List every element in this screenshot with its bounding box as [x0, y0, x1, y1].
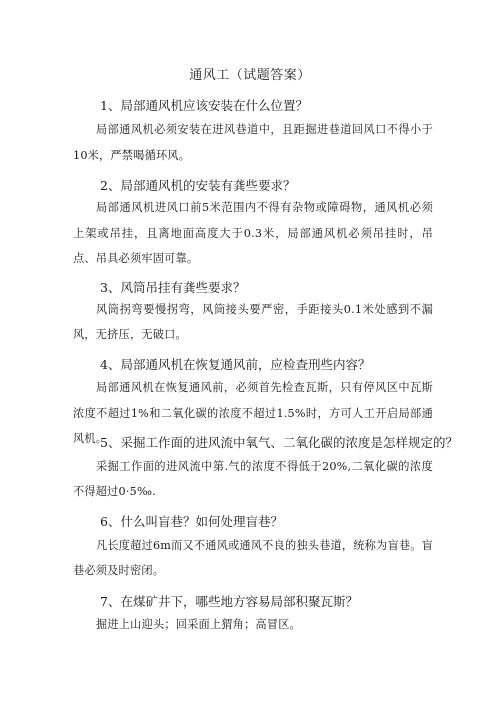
question-4: 4、局部通风机在恢复通风前，应检查刑些内容？ — [100, 357, 371, 372]
question-3: 3、风筒吊挂有龚些要求？ — [100, 280, 246, 295]
question-5: 5、采掘工作面的进风流中氧气、二氧化碳的浓度是怎样规定的？ — [100, 435, 458, 450]
answer-3: 风筒拐弯要慢拐弯，风筒接头要严密，手距接头0.1米处感到不漏风，无挤压，无破口。 — [73, 303, 433, 341]
answer-6: 凡长度超过6m而又不通风或通风不良的独头巷道，统称为盲巷。盲巷必须及时密闭。 — [73, 539, 433, 577]
document-title: 通风工（试题答案） — [189, 68, 311, 83]
question-6: 6、什么叫盲巷？如何处理盲巷？ — [100, 514, 283, 529]
answer-7: 掘进上山迎头；回采面上猬角；高冒区。 — [96, 618, 301, 631]
question-2: 2、局部通风机的安装有龚些要求？ — [100, 178, 296, 193]
answer-2: 局部通风机进风口前5米范围内不得有杂物或障碍物，通风机必须上架或吊挂，且离地面高度大于0.3米，局部通风机必须吊挂时，吊点、吊具必须牢固可靠。 — [73, 201, 433, 265]
answer-4: 局部通风机在恢复通风前，必须首先检查瓦斯，只有停风区中瓦斯浓度不超过1%和二氧化碳的浓度不超过1.5%时，方可人工开启局部通风机。 — [73, 381, 433, 445]
question-1: 1、局部通风机应该安装在什么位置？ — [100, 98, 308, 113]
answer-5: 采掘工作面的进风流中第.气的浓度不得低于20%,二氧化碳的浓度不得超过0·5‰. — [73, 460, 433, 498]
question-7: 7、在煤矿井下，哪些地方容易局部积聚瓦斯？ — [100, 594, 358, 609]
answer-1: 局部通风机必须安装在进风巷道中，且距掘进巷道回风口不得小于10米，严禁喝循环风。 — [73, 123, 433, 162]
